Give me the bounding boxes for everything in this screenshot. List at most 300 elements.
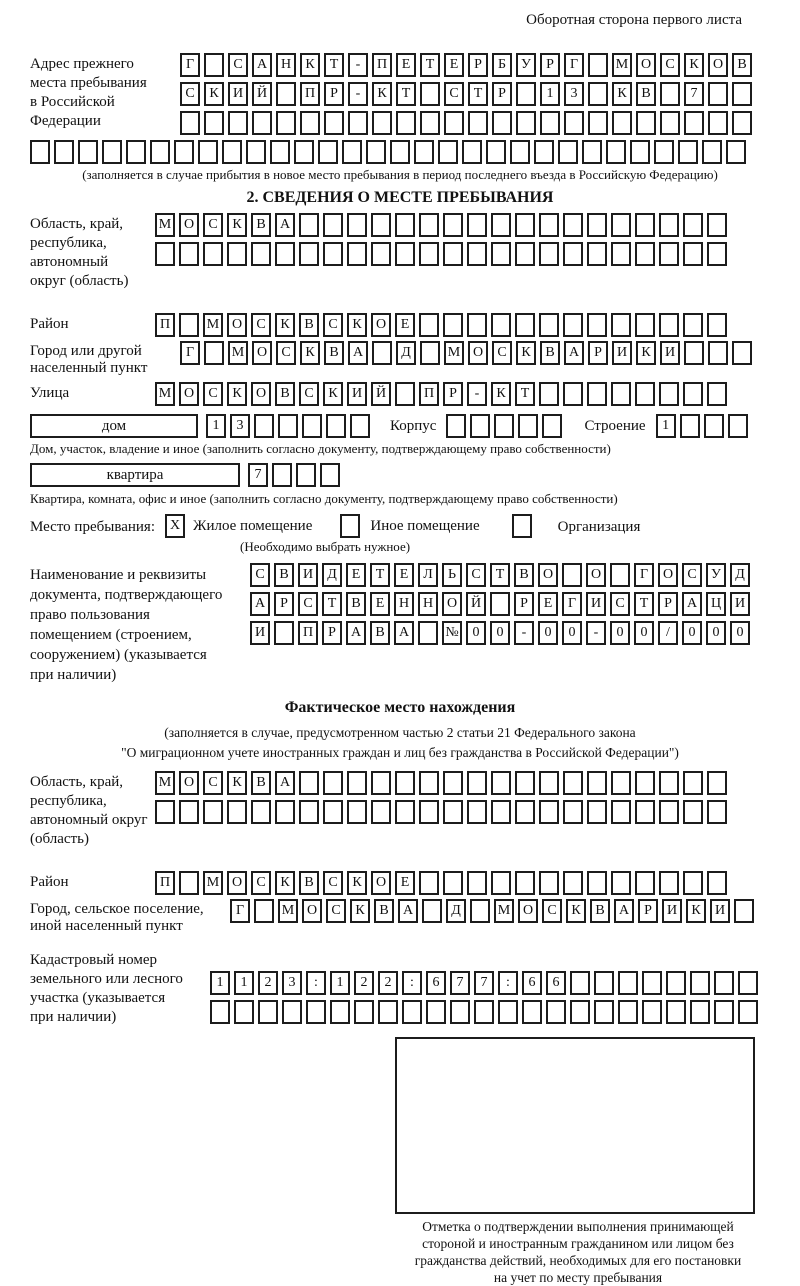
char-cell — [348, 111, 368, 135]
fact-oblast-row-1 — [155, 771, 727, 795]
char-cell — [714, 1000, 734, 1024]
char-cell: М — [278, 899, 298, 923]
char-cell — [347, 213, 367, 237]
kvartira-field — [0, 463, 800, 487]
char-cell — [594, 1000, 614, 1024]
char-cell — [659, 213, 679, 237]
char-cell: Р — [274, 592, 294, 616]
char-cell — [707, 313, 727, 337]
char-cell — [587, 382, 607, 406]
char-cell — [443, 242, 463, 266]
char-cell: М — [612, 53, 632, 77]
char-cell — [564, 111, 584, 135]
prev-address-row-1 — [180, 53, 752, 77]
kvartira-caption: Квартира, комната, офис и иное (заполнить согласно документу, подтверждающему право собственности) — [30, 491, 618, 506]
char-cell: А — [346, 621, 366, 645]
char-cell: С — [251, 313, 271, 337]
char-cell: К — [347, 871, 367, 895]
char-cell: Й — [371, 382, 391, 406]
char-cell: Е — [444, 53, 464, 77]
char-cell — [323, 800, 343, 824]
char-cell: К — [372, 82, 392, 106]
char-cell — [492, 111, 512, 135]
char-cell — [635, 242, 655, 266]
char-cell — [426, 1000, 446, 1024]
char-cell — [420, 82, 440, 106]
char-cell — [518, 414, 538, 438]
mesto-hint: (Необходимо выбрать нужное) — [240, 539, 411, 554]
char-cell: Т — [490, 563, 510, 587]
char-cell: Р — [514, 592, 534, 616]
char-cell: В — [636, 82, 656, 106]
char-cell: 1 — [656, 414, 676, 438]
char-cell — [203, 242, 223, 266]
char-cell: Д — [730, 563, 750, 587]
char-cell — [227, 242, 247, 266]
char-cell — [491, 313, 511, 337]
char-cell: И — [298, 563, 318, 587]
char-cell: А — [564, 341, 584, 365]
char-cell — [707, 382, 727, 406]
char-cell — [467, 242, 487, 266]
char-cell: У — [706, 563, 726, 587]
fact-rayon-field — [0, 871, 800, 895]
char-cell: - — [514, 621, 534, 645]
char-cell: О — [636, 53, 656, 77]
char-cell: И — [347, 382, 367, 406]
char-cell — [707, 242, 727, 266]
char-cell: К — [686, 899, 706, 923]
char-cell: 7 — [684, 82, 704, 106]
char-cell — [467, 213, 487, 237]
char-cell — [611, 800, 631, 824]
char-cell — [296, 463, 316, 487]
char-cell: П — [300, 82, 320, 106]
char-cell — [588, 53, 608, 77]
char-cell: С — [660, 53, 680, 77]
char-cell — [326, 414, 346, 438]
char-cell — [563, 771, 583, 795]
char-cell — [491, 800, 511, 824]
char-cell — [468, 111, 488, 135]
kvartira-cells — [248, 463, 340, 487]
char-cell — [642, 1000, 662, 1024]
char-cell: 7 — [474, 971, 494, 995]
char-cell — [419, 213, 439, 237]
doc-field — [0, 563, 800, 685]
char-cell — [588, 82, 608, 106]
char-cell — [570, 971, 590, 995]
char-cell — [302, 414, 322, 438]
char-cell — [470, 899, 490, 923]
char-cell — [522, 1000, 542, 1024]
char-cell: И — [228, 82, 248, 106]
char-cell — [635, 771, 655, 795]
char-cell: О — [179, 771, 199, 795]
prev-address-row-2 — [180, 82, 752, 106]
char-cell: 3 — [230, 414, 250, 438]
char-cell: 1 — [210, 971, 230, 995]
char-cell: О — [442, 592, 462, 616]
char-cell — [539, 871, 559, 895]
char-cell: В — [251, 213, 271, 237]
char-cell — [516, 111, 536, 135]
char-cell — [419, 800, 439, 824]
char-cell: М — [155, 382, 175, 406]
char-cell: А — [252, 53, 272, 77]
char-cell — [320, 463, 340, 487]
char-cell: В — [251, 771, 271, 795]
char-cell — [510, 140, 530, 164]
char-cell: К — [300, 53, 320, 77]
char-cell: Р — [540, 53, 560, 77]
char-cell — [491, 242, 511, 266]
char-cell — [371, 213, 391, 237]
char-cell: К — [612, 82, 632, 106]
fact-gorod-label: Город, сельское поселение, иной населенный пункт — [30, 901, 204, 934]
char-cell — [515, 800, 535, 824]
char-cell — [395, 382, 415, 406]
char-cell — [419, 771, 439, 795]
char-cell: К — [516, 341, 536, 365]
char-cell — [539, 800, 559, 824]
rayon-label: Район — [30, 316, 69, 332]
char-cell — [660, 111, 680, 135]
char-cell: Е — [346, 563, 366, 587]
char-cell — [155, 242, 175, 266]
char-cell: С — [228, 53, 248, 77]
char-cell: Е — [395, 313, 415, 337]
char-cell — [306, 1000, 326, 1024]
char-cell — [390, 140, 410, 164]
gorod-label: Город или другой населенный пункт — [30, 343, 148, 376]
char-cell: 1 — [206, 414, 226, 438]
char-cell: А — [398, 899, 418, 923]
char-cell — [204, 341, 224, 365]
char-cell: 3 — [564, 82, 584, 106]
char-cell — [30, 140, 50, 164]
prev-address-label: Адрес прежнего места пребывания в Российской Федерации — [30, 56, 147, 129]
char-cell: Р — [322, 621, 342, 645]
char-cell — [204, 53, 224, 77]
doc-row-3 — [250, 621, 750, 645]
char-cell — [611, 771, 631, 795]
char-cell — [419, 313, 439, 337]
char-cell — [395, 771, 415, 795]
fact-rayon-row — [155, 871, 727, 895]
char-cell: П — [419, 382, 439, 406]
char-cell — [467, 771, 487, 795]
char-cell — [204, 111, 224, 135]
char-cell: И — [710, 899, 730, 923]
char-cell — [395, 242, 415, 266]
char-cell — [630, 140, 650, 164]
char-cell — [659, 800, 679, 824]
char-cell — [324, 111, 344, 135]
char-cell — [258, 1000, 278, 1024]
char-cell: 3 — [282, 971, 302, 995]
char-cell — [282, 1000, 302, 1024]
char-cell — [378, 1000, 398, 1024]
char-cell — [587, 800, 607, 824]
char-cell: М — [203, 313, 223, 337]
char-cell — [515, 213, 535, 237]
char-cell: К — [323, 382, 343, 406]
char-cell — [635, 313, 655, 337]
char-cell: И — [730, 592, 750, 616]
char-cell: Е — [538, 592, 558, 616]
char-cell: М — [444, 341, 464, 365]
fact-oblast-field — [0, 771, 800, 849]
char-cell: О — [538, 563, 558, 587]
kadastr-row-1 — [210, 971, 758, 995]
char-cell: - — [348, 53, 368, 77]
char-cell: С — [323, 313, 343, 337]
char-cell: П — [155, 871, 175, 895]
oblast-field — [0, 213, 800, 291]
char-cell — [323, 771, 343, 795]
char-cell — [198, 140, 218, 164]
char-cell: 1 — [540, 82, 560, 106]
char-cell — [515, 242, 535, 266]
char-cell — [563, 242, 583, 266]
char-cell — [684, 341, 704, 365]
char-cell: Е — [396, 53, 416, 77]
mesto-field — [0, 514, 800, 538]
char-cell: - — [348, 82, 368, 106]
char-cell: № — [442, 621, 462, 645]
char-cell — [491, 213, 511, 237]
char-cell — [659, 382, 679, 406]
char-cell — [420, 111, 440, 135]
char-cell — [126, 140, 146, 164]
char-cell: Г — [180, 53, 200, 77]
char-cell: 0 — [730, 621, 750, 645]
char-cell: В — [346, 592, 366, 616]
char-cell — [419, 242, 439, 266]
char-cell — [659, 313, 679, 337]
char-cell: В — [590, 899, 610, 923]
char-cell — [611, 313, 631, 337]
char-cell: М — [155, 771, 175, 795]
char-cell: А — [682, 592, 702, 616]
rayon-row — [155, 313, 727, 337]
char-cell — [180, 111, 200, 135]
dom-cells — [206, 414, 370, 438]
char-cell — [278, 414, 298, 438]
char-cell — [588, 111, 608, 135]
doc-row-2 — [250, 592, 750, 616]
char-cell: И — [660, 341, 680, 365]
char-cell — [659, 771, 679, 795]
char-cell: / — [658, 621, 678, 645]
char-cell — [707, 800, 727, 824]
char-cell: В — [370, 621, 390, 645]
char-cell: В — [324, 341, 344, 365]
char-cell: В — [299, 313, 319, 337]
char-cell — [606, 140, 626, 164]
char-cell: В — [732, 53, 752, 77]
char-cell — [587, 313, 607, 337]
char-cell: О — [708, 53, 728, 77]
char-cell: К — [347, 313, 367, 337]
char-cell — [534, 140, 554, 164]
char-cell: К — [227, 213, 247, 237]
char-cell: : — [498, 971, 518, 995]
char-cell — [396, 111, 416, 135]
char-cell: С — [682, 563, 702, 587]
char-cell: М — [228, 341, 248, 365]
char-cell — [491, 871, 511, 895]
oblast-row-2 — [155, 242, 727, 266]
char-cell — [222, 140, 242, 164]
stroenie-label: Строение — [584, 417, 646, 434]
char-cell — [470, 414, 490, 438]
char-cell: С — [492, 341, 512, 365]
dom-caption: Дом, участок, владение и иное (заполнить согласно документу, подтверждающему право собственности) — [30, 441, 611, 456]
char-cell — [594, 971, 614, 995]
char-cell: С — [444, 82, 464, 106]
char-cell — [683, 771, 703, 795]
char-cell — [683, 871, 703, 895]
rayon-field — [0, 313, 800, 337]
char-cell — [294, 140, 314, 164]
char-cell: П — [155, 313, 175, 337]
char-cell: В — [299, 871, 319, 895]
char-cell — [635, 213, 655, 237]
char-cell: 1 — [330, 971, 350, 995]
char-cell — [354, 1000, 374, 1024]
char-cell: Т — [468, 82, 488, 106]
char-cell: 0 — [490, 621, 510, 645]
char-cell — [372, 111, 392, 135]
char-cell — [443, 800, 463, 824]
char-cell: О — [586, 563, 606, 587]
char-cell — [683, 313, 703, 337]
char-cell — [78, 140, 98, 164]
prev-address-caption: (заполняется в случае прибытия в новое место пребывания в период последнего въезда в Российскую Федерацию) — [82, 167, 718, 182]
prev-address-row-3 — [180, 111, 752, 135]
char-cell: Г — [564, 53, 584, 77]
char-cell: Е — [394, 563, 414, 587]
char-cell: 0 — [634, 621, 654, 645]
char-cell: О — [252, 341, 272, 365]
inoe-label: Иное помещение — [370, 517, 480, 534]
char-cell — [726, 140, 746, 164]
char-cell — [395, 213, 415, 237]
char-cell: 0 — [562, 621, 582, 645]
char-cell: Р — [588, 341, 608, 365]
doc-row-1 — [250, 563, 750, 587]
char-cell — [179, 313, 199, 337]
korpus-cells — [446, 414, 562, 438]
char-cell: К — [275, 313, 295, 337]
char-cell — [299, 242, 319, 266]
fact-gorod-field — [0, 899, 800, 935]
char-cell — [486, 140, 506, 164]
char-cell — [635, 800, 655, 824]
char-cell — [179, 871, 199, 895]
char-cell — [587, 213, 607, 237]
char-cell — [418, 621, 438, 645]
char-cell: П — [298, 621, 318, 645]
char-cell — [462, 140, 482, 164]
prev-address-block — [0, 53, 800, 135]
char-cell — [446, 414, 466, 438]
char-cell: Е — [395, 871, 415, 895]
char-cell — [228, 111, 248, 135]
char-cell — [683, 382, 703, 406]
char-cell — [539, 242, 559, 266]
char-cell — [395, 800, 415, 824]
char-cell — [635, 382, 655, 406]
char-cell — [563, 382, 583, 406]
char-cell — [515, 771, 535, 795]
char-cell — [420, 341, 440, 365]
char-cell — [372, 341, 392, 365]
char-cell: Р — [324, 82, 344, 106]
char-cell — [654, 140, 674, 164]
char-cell: А — [394, 621, 414, 645]
org-checkbox — [512, 514, 532, 538]
char-cell — [539, 771, 559, 795]
kadastr-field — [0, 949, 800, 1027]
char-cell — [612, 111, 632, 135]
char-cell — [342, 140, 362, 164]
char-cell — [582, 140, 602, 164]
char-cell: 2 — [354, 971, 374, 995]
char-cell — [494, 414, 514, 438]
char-cell: И — [662, 899, 682, 923]
char-cell: С — [610, 592, 630, 616]
char-cell — [350, 414, 370, 438]
char-cell: К — [684, 53, 704, 77]
char-cell — [443, 213, 463, 237]
char-cell — [491, 771, 511, 795]
char-cell: Б — [492, 53, 512, 77]
char-cell: О — [179, 382, 199, 406]
char-cell: М — [155, 213, 175, 237]
char-cell — [323, 242, 343, 266]
char-cell: 6 — [426, 971, 446, 995]
char-cell: Т — [370, 563, 390, 587]
zhiloe-checkbox: X — [165, 514, 185, 538]
kadastr-row-2 — [210, 1000, 758, 1024]
char-cell: Т — [322, 592, 342, 616]
char-cell: Г — [562, 592, 582, 616]
char-cell: 2 — [378, 971, 398, 995]
char-cell: К — [227, 771, 247, 795]
char-cell — [515, 313, 535, 337]
char-cell: О — [371, 871, 391, 895]
char-cell: К — [566, 899, 586, 923]
char-cell: С — [326, 899, 346, 923]
char-cell — [659, 242, 679, 266]
char-cell — [276, 82, 296, 106]
char-cell — [542, 414, 562, 438]
char-cell — [738, 971, 758, 995]
char-cell: Р — [658, 592, 678, 616]
char-cell: Т — [396, 82, 416, 106]
oblast-row-1 — [155, 213, 727, 237]
char-cell: 0 — [466, 621, 486, 645]
char-cell — [636, 111, 656, 135]
char-cell — [714, 971, 734, 995]
char-cell: : — [306, 971, 326, 995]
char-cell: 0 — [682, 621, 702, 645]
org-label: Организация — [557, 518, 641, 535]
char-cell — [474, 1000, 494, 1024]
